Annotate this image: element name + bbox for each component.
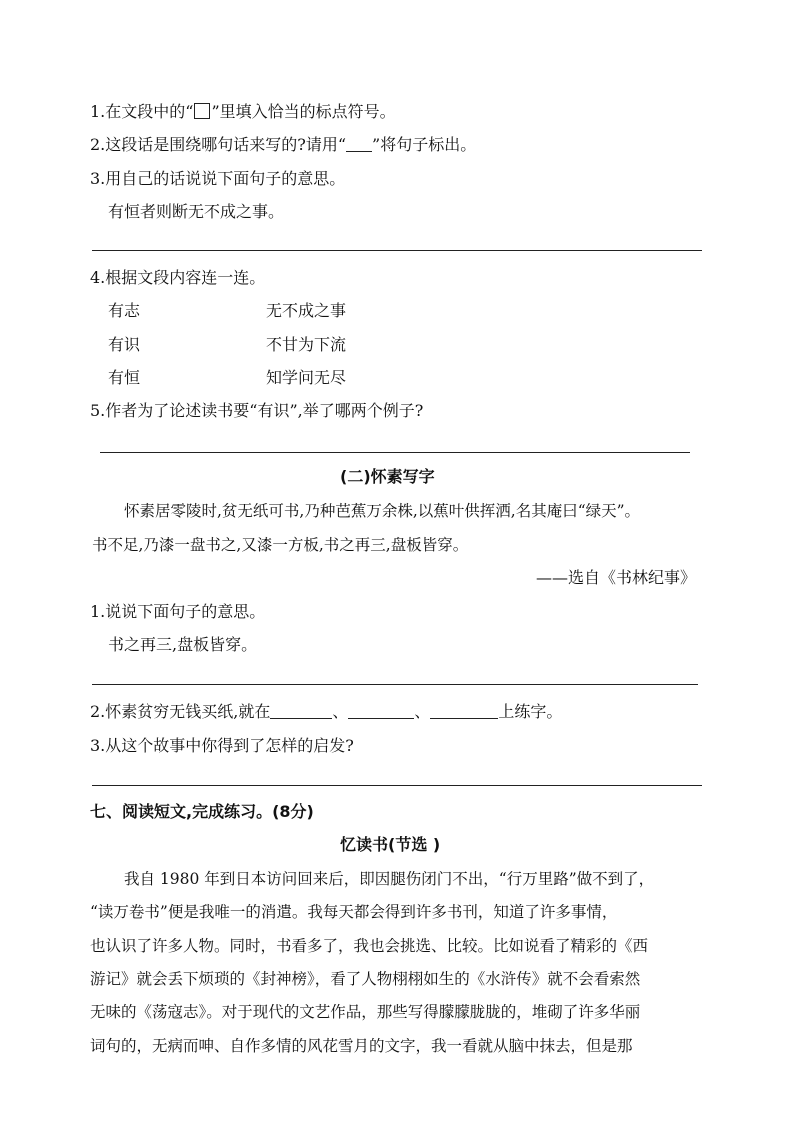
question-2-text-b: ”将句子标出。	[372, 135, 477, 154]
question-3: 3.从这个故事中你得到了怎样的启发?	[90, 736, 354, 755]
question-5: 5.作者为了论述读书要“有识”,举了哪两个例子?	[90, 401, 424, 420]
passage-line: 书不足,乃漆一盘书之,又漆一方板,书之再三,盘板皆穿。	[92, 536, 469, 554]
answer-line[interactable]	[92, 785, 702, 786]
match-left-3[interactable]: 有恒	[108, 368, 141, 387]
section-title: (二)怀素写字	[340, 467, 435, 486]
question-1: 1.说说下面句子的意思。	[90, 602, 266, 621]
match-right-1[interactable]: 无不成之事	[266, 301, 347, 320]
question-4: 4.根据文段内容连一连。	[90, 268, 266, 287]
match-left-2[interactable]: 有识	[108, 335, 141, 354]
match-left-1[interactable]: 有志	[108, 301, 141, 320]
question-1-sentence: 书之再三,盘板皆穿。	[108, 635, 258, 654]
article-line: 游记》就会丢下烦琐的《封神榜》，看了人物栩栩如生的《水浒传》就不会看索然	[90, 970, 641, 988]
question-1-text-a: 1.在文段中的“	[90, 102, 194, 121]
article-line: 无味的《荡寇志》。对于现代的文艺作品，那些写得朦朦胧胧的，堆砌了许多华丽	[90, 1003, 641, 1021]
underline-mark	[346, 135, 372, 152]
question-3-sentence: 有恒者则断无不成之事。	[108, 202, 285, 221]
article-line: 也认识了许多人物。同时，书看多了，我也会挑选、比较。比如说看了精彩的《西	[90, 937, 649, 955]
match-right-2[interactable]: 不甘为下流	[266, 335, 347, 354]
match-right-3[interactable]: 知学问无尽	[266, 368, 347, 387]
separator: 、	[332, 702, 349, 721]
question-3: 3.用自己的话说说下面句子的意思。	[90, 169, 346, 188]
article-line: “读万卷书”便是我唯一的消遣。我每天都会得到许多书刊，知道了许多事情，	[90, 903, 618, 921]
separator: 、	[414, 702, 431, 721]
answer-line[interactable]	[100, 452, 690, 453]
question-1	[90, 102, 396, 122]
question-2-text: 2.怀素贫穷无钱买纸,就在	[90, 702, 271, 721]
article-title: 忆读书(节选 )	[340, 835, 441, 854]
blank-1[interactable]	[270, 702, 332, 719]
article-line: 词句的，无病而呻、自作多情的风花雪月的文字，我一看就从脑中抹去，但是那	[90, 1037, 633, 1055]
answer-line[interactable]	[92, 250, 702, 251]
passage-source: ——选自《书林纪事》	[535, 568, 696, 587]
blank-2[interactable]	[348, 702, 414, 719]
blank-3[interactable]	[430, 702, 498, 719]
section-heading: 七、阅读短文,完成练习。(8分)	[90, 802, 314, 821]
article-line: 我自 1980 年到日本访问回来后，即因腿伤闭门不出，“行万里路”做不到了，	[124, 870, 655, 888]
question-2	[90, 702, 562, 722]
answer-line[interactable]	[92, 684, 698, 685]
question-2-end: 上练字。	[498, 702, 563, 721]
question-2-text-a: 2.这段话是围绕哪句话来写的?请用“	[90, 135, 347, 154]
question-2	[90, 135, 476, 155]
passage-line: 怀素居零陵时,贫无纸可书,乃种芭蕉万余株,以蕉叶供挥洒,名其庵曰“绿天”。	[124, 502, 641, 520]
answer-box	[194, 103, 210, 119]
question-1-text-b: ”里填入恰当的标点符号。	[211, 102, 396, 121]
